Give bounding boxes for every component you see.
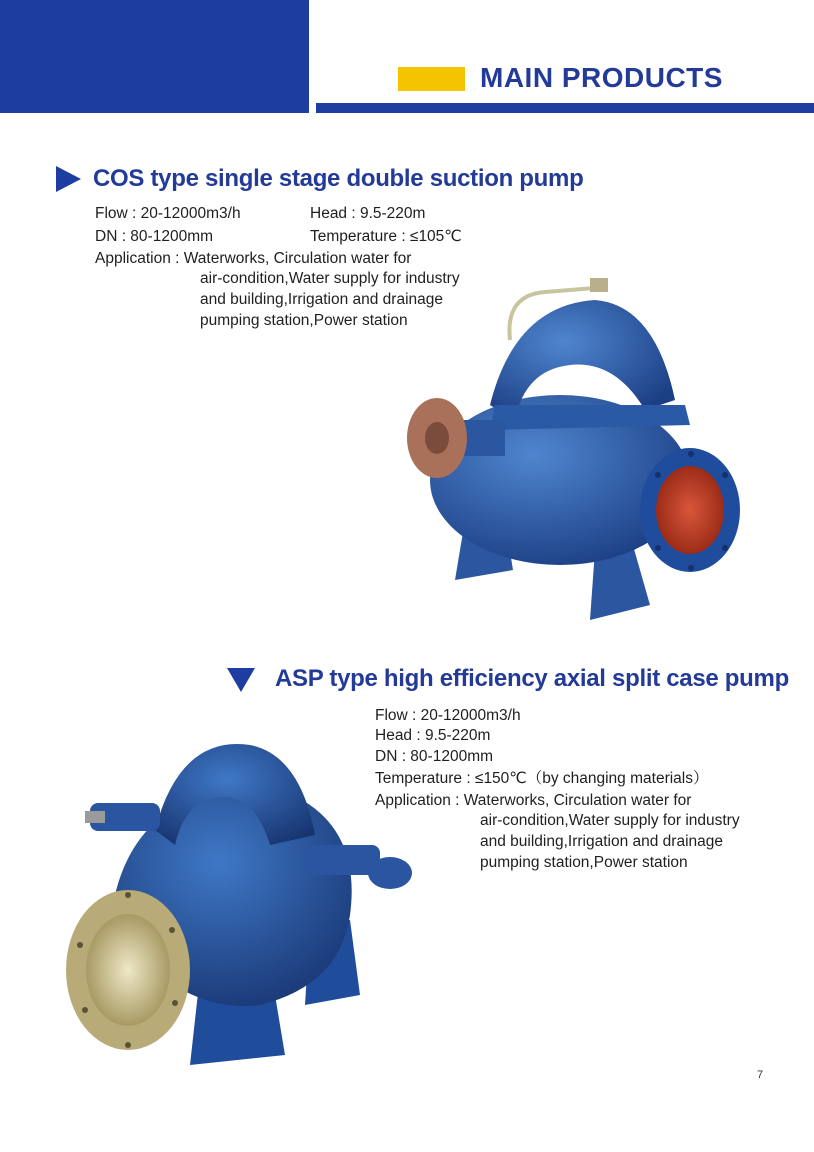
header-blue-bar [316, 103, 814, 113]
cos-pump-image [395, 270, 755, 630]
product1-application-line: air-condition,Water supply for industry [200, 270, 460, 287]
asp-pump-image [60, 725, 440, 1070]
product1-flow: Flow : 20-12000m3/h [95, 205, 241, 222]
product1-application: Application : Waterworks, Circulation water for [95, 250, 412, 267]
product1-head: Head : 9.5-220m [310, 205, 426, 222]
page-number: 7 [757, 1069, 764, 1081]
page-title: MAIN PRODUCTS [480, 62, 723, 93]
header-yellow-accent [398, 67, 465, 91]
product2-application-line: air-condition,Water supply for industry [480, 812, 740, 829]
product2-temperature: Temperature : ≤150℃（by changing materials） [375, 770, 709, 787]
product2-application: Application : Waterworks, Circulation water for [375, 792, 692, 809]
product1-temperature: Temperature : ≤105℃ [310, 228, 462, 245]
product2-application-line: and building,Irrigation and drainage [480, 833, 724, 850]
product2-application-line: pumping station,Power station [480, 854, 688, 871]
triangle-down-icon [227, 668, 255, 692]
product1-dn: DN : 80-1200mm [95, 228, 214, 245]
product2-head: Head : 9.5-220m [375, 727, 491, 744]
header-blue-block [0, 0, 309, 113]
product1-application-line: and building,Irrigation and drainage [200, 291, 444, 308]
product1-title: COS type single stage double suction pump [93, 165, 584, 192]
product1-application-line: pumping station,Power station [200, 312, 408, 329]
product2-flow: Flow : 20-12000m3/h [375, 707, 521, 724]
product2-dn: DN : 80-1200mm [375, 748, 494, 765]
product2-title: ASP type high efficiency axial split case pump [275, 665, 789, 692]
triangle-right-icon [56, 166, 81, 192]
